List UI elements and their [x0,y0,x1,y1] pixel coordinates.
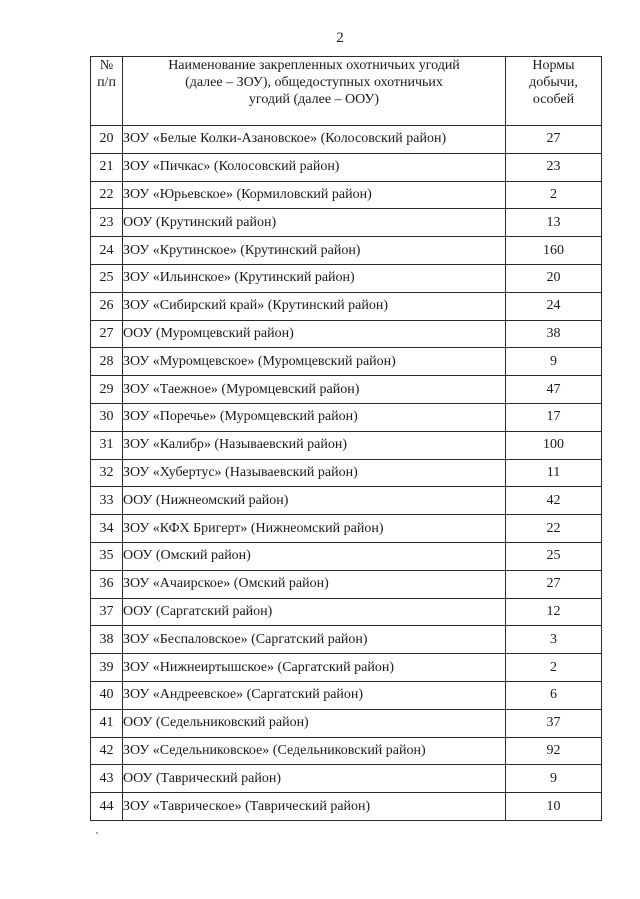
harvest-norm-cell: 92 [506,737,602,765]
row-number-cell: 42 [91,737,123,765]
row-number-cell: 33 [91,487,123,515]
row-number-cell: 32 [91,459,123,487]
table-row [91,737,602,765]
grounds-name-cell: ООУ (Крутинский район) [123,209,506,237]
row-number-cell: 41 [91,709,123,737]
table-row [91,654,602,682]
row-number-cell: 26 [91,292,123,320]
table-row [91,570,602,598]
grounds-name-cell: ЗОУ «Беспаловское» (Саргатский район) [123,626,506,654]
harvest-norm-cell: 3 [506,626,602,654]
table-row [91,598,602,626]
harvest-norm-cell: 22 [506,515,602,543]
page-number: 2 [336,30,344,46]
scan-speck [96,832,98,834]
row-number-cell: 24 [91,237,123,265]
grounds-name-cell: ЗОУ «Белые Колки-Азановское» (Колосовский район) [123,126,506,154]
table-row [91,431,602,459]
row-number-cell: 43 [91,765,123,793]
row-number-cell: 37 [91,598,123,626]
table-row [91,487,602,515]
row-number-cell: 44 [91,793,123,821]
table-row [91,793,602,821]
harvest-norm-cell: 10 [506,793,602,821]
harvest-norm-cell: 160 [506,237,602,265]
row-number-cell: 23 [91,209,123,237]
row-number-cell: 20 [91,126,123,154]
hunting-quota-table [90,56,602,821]
row-number-cell: 22 [91,181,123,209]
grounds-name-cell: ЗОУ «Ильинское» (Крутинский район) [123,264,506,292]
grounds-name-cell: ЗОУ «Поречье» (Муромцевский район) [123,403,506,431]
grounds-name-cell: ЗОУ «Пичкас» (Колосовский район) [123,153,506,181]
harvest-norm-cell: 37 [506,709,602,737]
row-number-cell: 40 [91,681,123,709]
row-number-cell: 34 [91,515,123,543]
harvest-norm-cell: 9 [506,765,602,793]
table-row [91,237,602,265]
grounds-name-cell: ООУ (Нижнеомский район) [123,487,506,515]
harvest-norm-cell: 2 [506,181,602,209]
harvest-norm-cell: 47 [506,376,602,404]
harvest-norm-cell: 17 [506,403,602,431]
table-row [91,626,602,654]
harvest-norm-cell: 2 [506,654,602,682]
table-row [91,403,602,431]
grounds-name-cell: ООУ (Седельниковский район) [123,709,506,737]
grounds-name-cell: ООУ (Омский район) [123,542,506,570]
grounds-name-cell: ЗОУ «Нижнеиртышское» (Саргатский район) [123,654,506,682]
table-row [91,126,602,154]
harvest-norm-cell: 24 [506,292,602,320]
grounds-name-cell: ЗОУ «Юрьевское» (Кормиловский район) [123,181,506,209]
header-row-number: № п/п [91,57,123,126]
row-number-cell: 21 [91,153,123,181]
harvest-norm-cell: 9 [506,348,602,376]
grounds-name-cell: ООУ (Таврический район) [123,765,506,793]
grounds-name-cell: ЗОУ «Седельниковское» (Седельниковский район) [123,737,506,765]
row-number-cell: 25 [91,264,123,292]
grounds-name-cell: ЗОУ «Хубертус» (Называевский район) [123,459,506,487]
harvest-norm-cell: 13 [506,209,602,237]
row-number-cell: 30 [91,403,123,431]
row-number-cell: 28 [91,348,123,376]
grounds-name-cell: ЗОУ «КФХ Бригерт» (Нижнеомский район) [123,515,506,543]
harvest-norm-cell: 25 [506,542,602,570]
row-number-cell: 27 [91,320,123,348]
table-row [91,681,602,709]
table-row [91,320,602,348]
table-body [91,126,602,821]
table-row [91,515,602,543]
header-harvest-norm: Нормы добычи, особей [506,57,602,126]
harvest-norm-cell: 11 [506,459,602,487]
grounds-name-cell: ООУ (Саргатский район) [123,598,506,626]
row-number-cell: 35 [91,542,123,570]
table-row [91,209,602,237]
harvest-norm-cell: 42 [506,487,602,515]
table-row [91,765,602,793]
harvest-norm-cell: 27 [506,126,602,154]
row-number-cell: 39 [91,654,123,682]
harvest-norm-cell: 27 [506,570,602,598]
header-grounds-name: Наименование закрепленных охотничьих угодий (далее – ЗОУ), общедоступных охотничьих угодий (далее – ООУ) [123,57,506,126]
harvest-norm-cell: 12 [506,598,602,626]
table-row [91,264,602,292]
row-number-cell: 36 [91,570,123,598]
table-row [91,292,602,320]
grounds-name-cell: ЗОУ «Таежное» (Муромцевский район) [123,376,506,404]
grounds-name-cell: ЗОУ «Таврическое» (Таврический район) [123,793,506,821]
grounds-name-cell: ЗОУ «Андреевское» (Саргатский район) [123,681,506,709]
grounds-name-cell: ЗОУ «Муромцевское» (Муромцевский район) [123,348,506,376]
grounds-name-cell: ЗОУ «Сибирский край» (Крутинский район) [123,292,506,320]
harvest-norm-cell: 6 [506,681,602,709]
harvest-norm-cell: 38 [506,320,602,348]
table-row [91,376,602,404]
row-number-cell: 29 [91,376,123,404]
grounds-name-cell: ООУ (Муромцевский район) [123,320,506,348]
table-row [91,542,602,570]
table-row [91,459,602,487]
table-row [91,348,602,376]
table-header-row [91,57,602,126]
row-number-cell: 38 [91,626,123,654]
table-row [91,181,602,209]
grounds-name-cell: ЗОУ «Ачаирское» (Омский район) [123,570,506,598]
row-number-cell: 31 [91,431,123,459]
harvest-norm-cell: 23 [506,153,602,181]
harvest-norm-cell: 20 [506,264,602,292]
grounds-name-cell: ЗОУ «Калибр» (Называевский район) [123,431,506,459]
grounds-name-cell: ЗОУ «Крутинское» (Крутинский район) [123,237,506,265]
harvest-norm-cell: 100 [506,431,602,459]
table-row [91,709,602,737]
table-row [91,153,602,181]
